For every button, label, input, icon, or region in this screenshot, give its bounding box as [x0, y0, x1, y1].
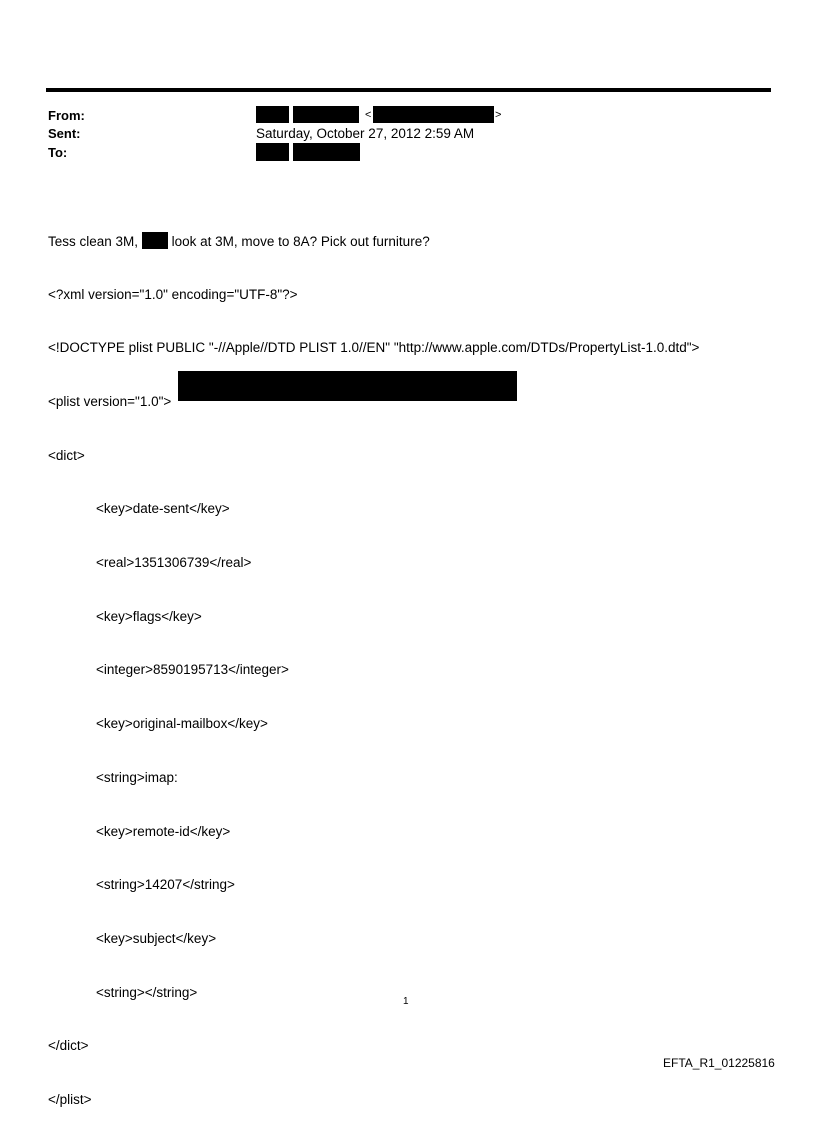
real-value-line: <real>1351306739</real> [96, 555, 252, 571]
plist-open-line: <plist version="1.0"> [48, 393, 172, 409]
to-name-redaction-first [256, 143, 289, 161]
string-subject-line: <string></string> [96, 984, 198, 1000]
imap-redaction [178, 371, 517, 401]
dict-open-line: <dict> [48, 447, 85, 463]
key-date-sent-line: <key>date-sent</key> [96, 501, 230, 517]
plist-close-line: </plist> [48, 1092, 92, 1108]
from-label: From: [48, 108, 85, 123]
header-rule [46, 88, 771, 92]
from-email-redaction [373, 106, 494, 123]
from-email-open-bracket: < [365, 109, 372, 121]
xml-declaration: <?xml version="1.0" encoding="UTF-8"?> [48, 286, 298, 302]
string-remote-id-line: <string>14207</string> [96, 877, 235, 893]
page-number: 1 [403, 996, 409, 1007]
key-subject-line: <key>subject</key> [96, 930, 217, 946]
key-original-mailbox-line: <key>original-mailbox</key> [96, 716, 268, 732]
from-email-close-bracket: > [495, 109, 502, 121]
integer-value-line: <integer>8590195713</integer> [96, 662, 289, 678]
sent-value: Saturday, October 27, 2012 2:59 AM [256, 126, 475, 141]
body-text-part-2: look at 3M, move to 8A? Pick out furniture? [171, 233, 430, 249]
sent-label: Sent: [48, 126, 81, 141]
key-flags-line: <key>flags</key> [96, 608, 202, 624]
message-body [48, 196, 699, 1127]
to-label: To: [48, 145, 68, 160]
document-id: EFTA_R1_01225816 [663, 1056, 775, 1070]
from-name-redaction-first [256, 106, 289, 123]
body-text-part-1: Tess clean 3M, [48, 233, 139, 249]
key-remote-id-line: <key>remote-id</key> [96, 823, 231, 839]
dict-close-line: </dict> [48, 1038, 89, 1054]
body-line-1 [48, 232, 699, 250]
to-name-redaction-last [293, 143, 360, 161]
body-name-redaction [142, 232, 168, 249]
doctype-line: <!DOCTYPE plist PUBLIC "-//Apple//DTD PLIST 1.0//EN" "http://www.apple.com/DTDs/PropertyList-1.0.dtd"> [48, 340, 700, 356]
from-name-redaction-last [293, 106, 359, 123]
string-imap-line: <string>imap: [96, 769, 178, 785]
